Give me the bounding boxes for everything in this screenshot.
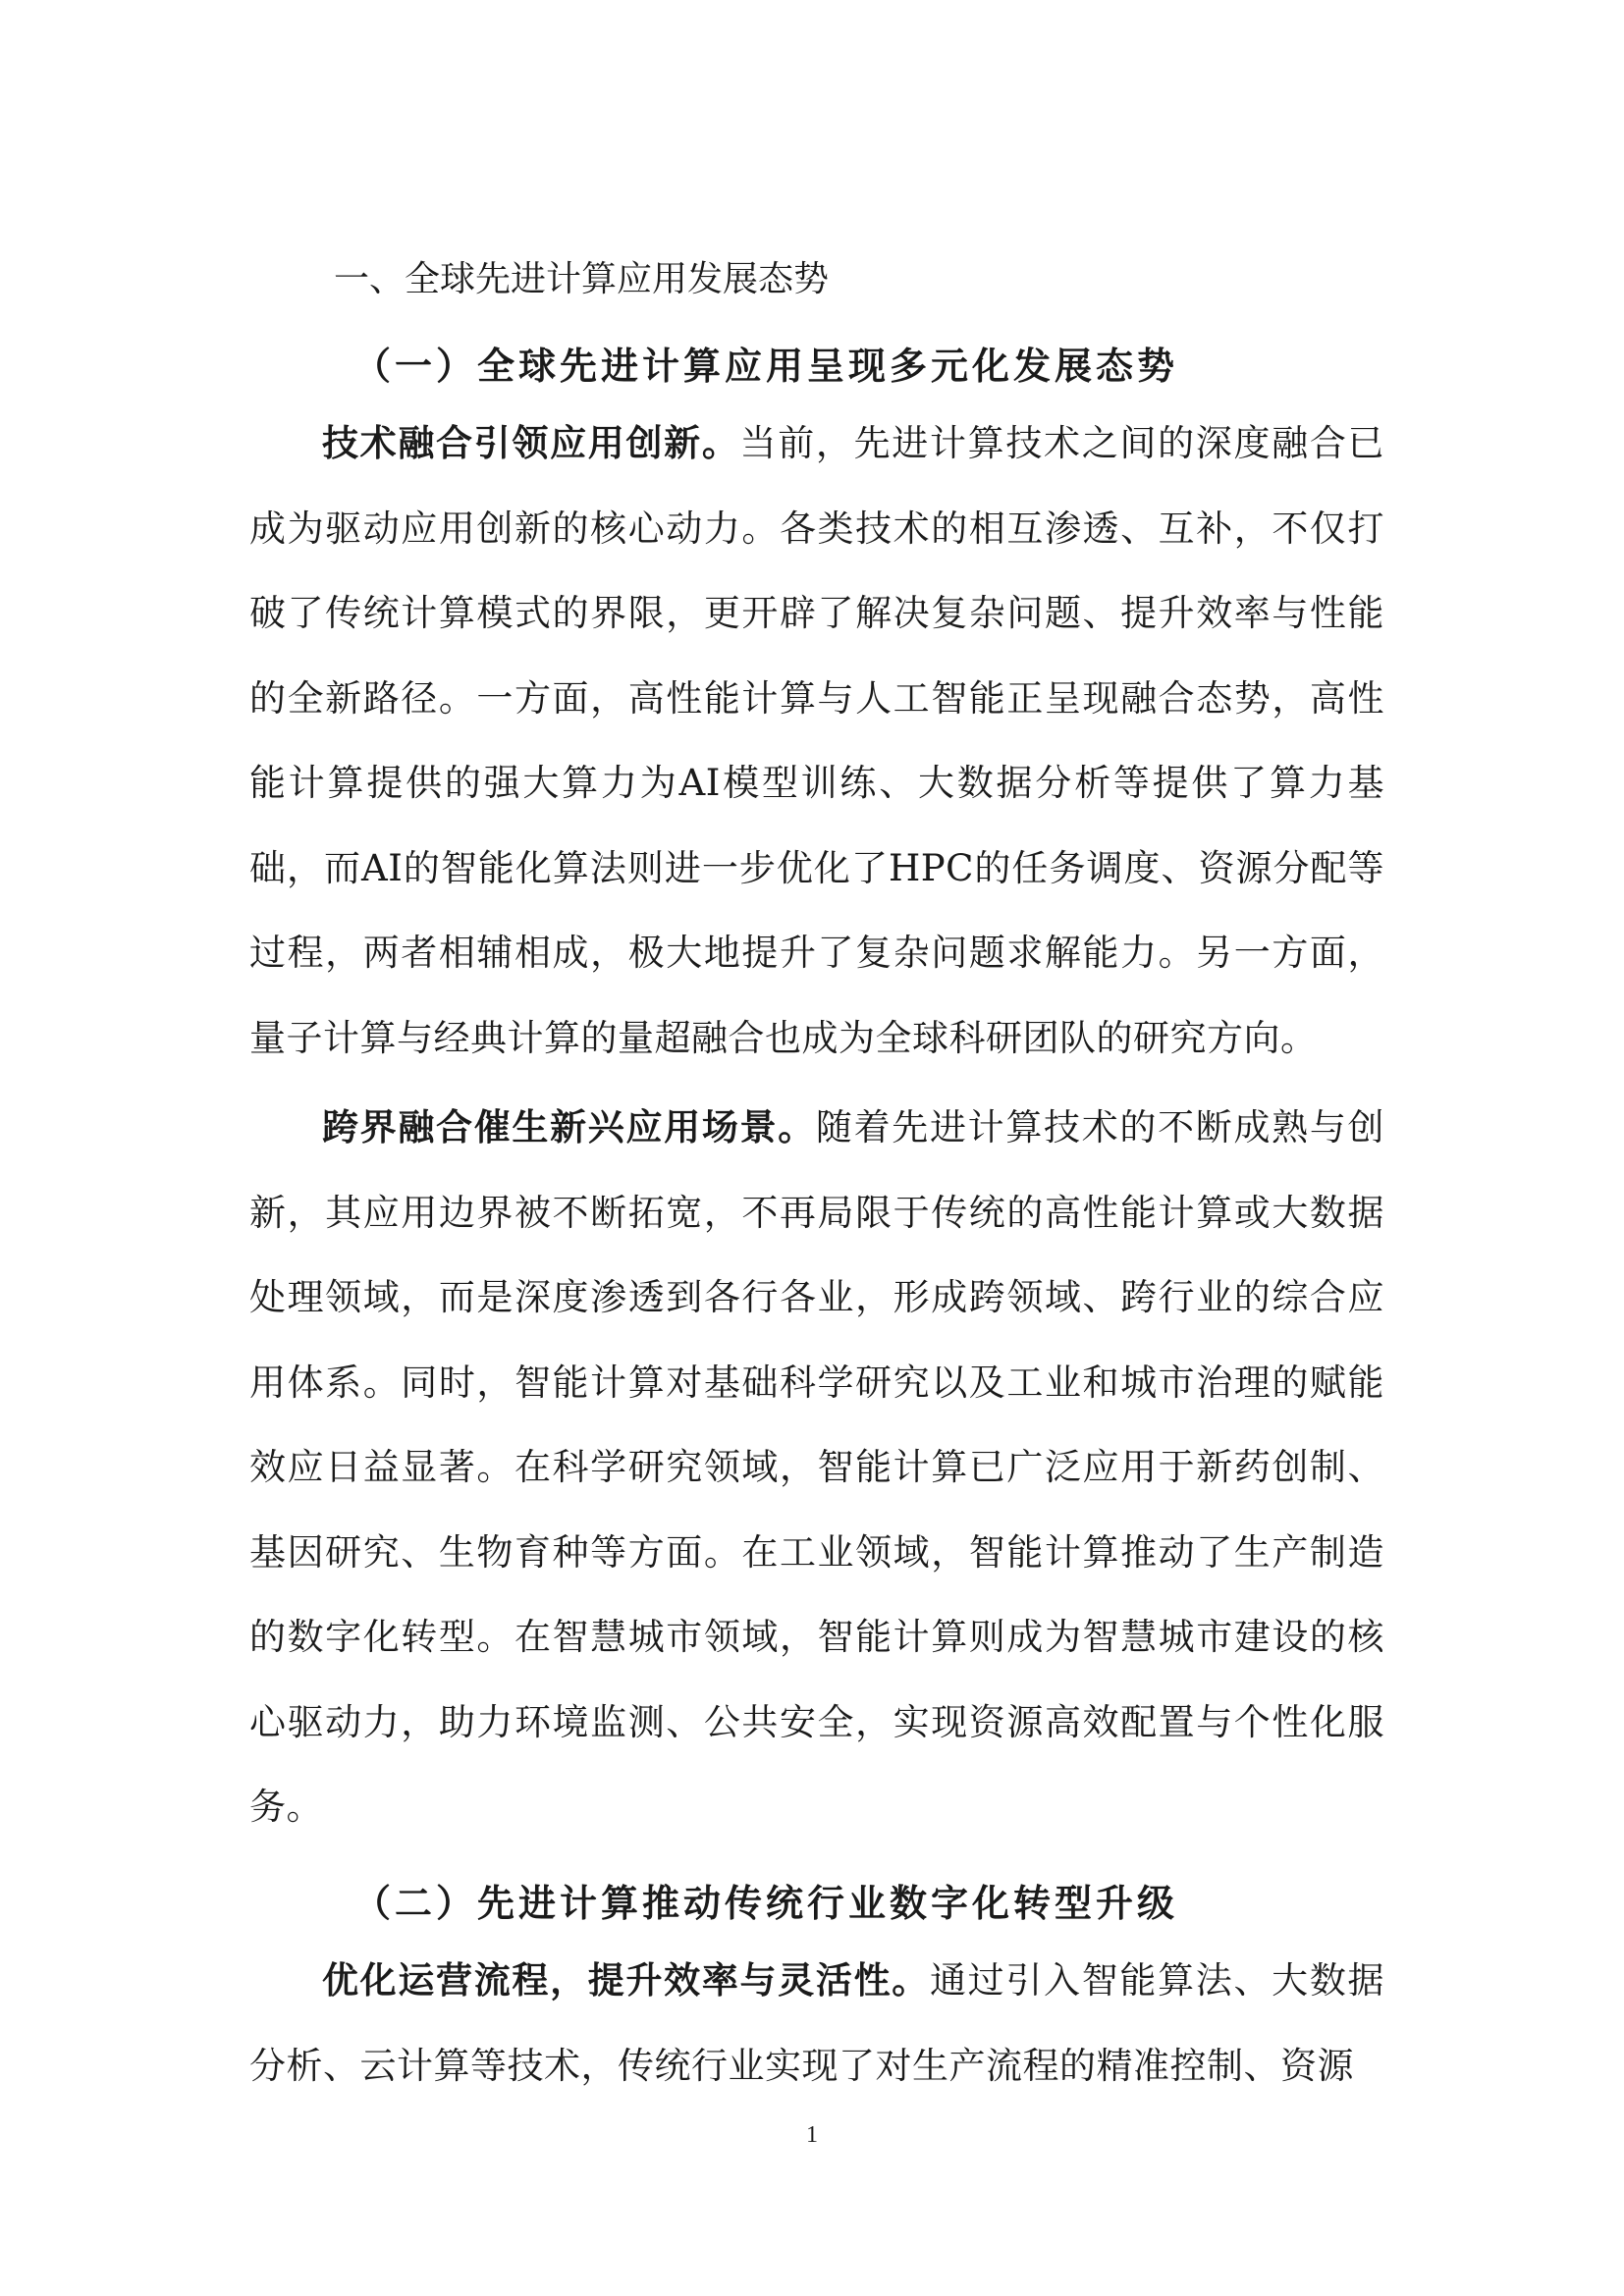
section-1-heading: （一）全球先进计算应用呈现多元化发展态势 — [353, 345, 1179, 388]
paragraph-body: 通过引入智能算法、大数据分析、云计算等技术，传统行业实现了对生产流程的精准控制、资源 — [249, 1959, 1385, 2087]
page-number: 1 — [806, 2122, 818, 2148]
section-2-heading: （二）先进计算推动传统行业数字化转型升级 — [353, 1882, 1179, 1925]
paragraph-lead: 技术融合引领应用创新。 — [322, 422, 740, 464]
chapter-heading: 一、全球先进计算应用发展态势 — [334, 259, 830, 299]
paragraph-body: 当前，先进计算技术之间的深度融合已成为驱动应用创新的核心动力。各类技术的相互渗透、互补，不仅打破了传统计算模式的界限，更开辟了解决复杂问题、提升效率与性能的全新路径。一方面，高性能计算与人工智能正呈现融合态势，高性能计算提供的强大算力为AI模型训练、大数据分析等提供了算力基础，而AI的智能化算法则进一步优化了HPC的任务调度、资源分配等过程，两者相辅相成，极大地提升了复杂问题求解能力。另一方面，量子计算与经典计算的量超融合也成为全球科研团队的研究方向。 — [249, 422, 1385, 1059]
section-2-paragraph-1 — [249, 1939, 1384, 2109]
section-1-paragraph-1 — [249, 401, 1384, 1081]
paragraph-lead: 优化运营流程，提升效率与灵活性。 — [322, 1959, 930, 2002]
paragraph-lead: 跨界融合催生新兴应用场景。 — [322, 1106, 816, 1148]
section-1-paragraph-2 — [249, 1086, 1384, 1850]
paragraph-body: 随着先进计算技术的不断成熟与创新，其应用边界被不断拓宽，不再局限于传统的高性能计算或大数据处理领域，而是深度渗透到各行各业，形成跨领域、跨行业的综合应用体系。同时，智能计算对基础科学研究以及工业和城市治理的赋能效应日益显著。在科学研究领域，智能计算已广泛应用于新药创制、基因研究、生物育种等方面。在工业领域，智能计算推动了生产制造的数字化转型。在智慧城市领域，智能计算则成为智慧城市建设的核心驱动力，助力环境监测、公共安全，实现资源高效配置与个性化服务。 — [249, 1106, 1385, 1828]
